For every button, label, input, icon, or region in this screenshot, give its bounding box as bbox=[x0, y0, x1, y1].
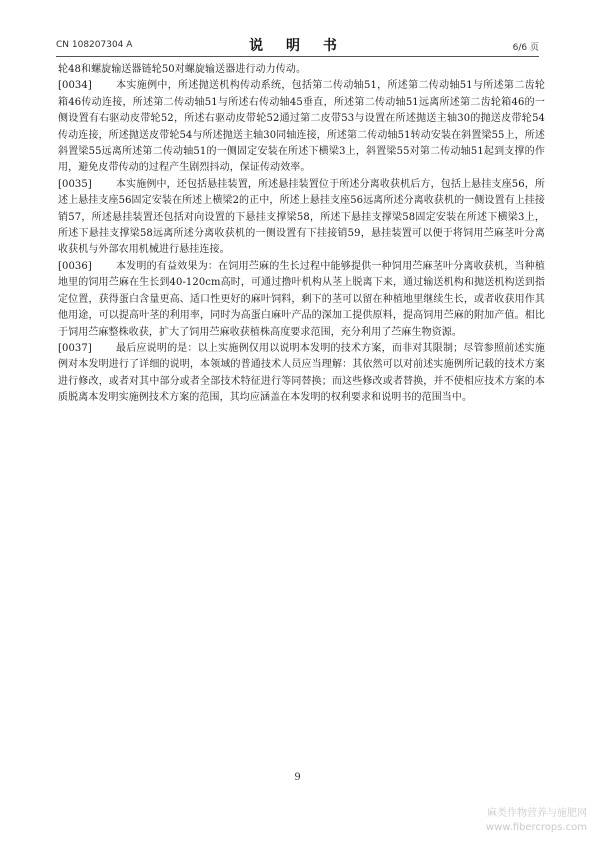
paragraph-text: 本发明的有益效果为：在饲用苎麻的生长过程中能够提供一种饲用苎麻茎叶分离收获机，当种植地里的饲用苎麻在生长到40-120cm高时，可通过撸叶机构从茎上脱离下来，通过输送机构和抛送机构送到指定位置，获得蛋白含量更高、适口性更好的麻叶饲料，剩下的茎可以留在种植地里继续生长，或者收获用作其他用途，可以提高叶茎的利用率，同时为高蛋白麻叶产品的深加工提供原料，提高饲用苎麻的附加产值。相比于饲用苎麻整株收获，扩大了饲用苎麻收获植株高度要求范围，充分利用了苎麻生物资源。 bbox=[58, 260, 545, 338]
paragraph-0035 bbox=[58, 177, 545, 259]
page-header bbox=[56, 33, 539, 53]
paragraph-continuation bbox=[58, 62, 545, 78]
paragraph-text: 本实施例中，还包括悬挂装置，所述悬挂装置位于所述分离收获机后方，包括上悬挂支座56，所述上悬挂支座56固定安装在所述上横梁2的正中，所述上悬挂支座56远离所述分离收获机的一侧设置有上挂接销57，所述悬挂装置还包括对向设置的下悬挂支撑梁58，所述下悬挂支撑梁58固定安装在所述下横梁3上，所述下悬挂支撑梁58远离所述分离收获机的一侧设置有下挂接销59，悬挂装置可以便于将饲用苎麻茎叶分离收获机与外部农用机械进行悬挂连接。 bbox=[58, 178, 545, 256]
paragraph-number: [0035] bbox=[58, 178, 92, 190]
publication-number: CN 108207304 A bbox=[56, 40, 133, 50]
paragraph-text: 最后应说明的是：以上实施例仅用以说明本发明的技术方案，而非对其限制；尽管参照前述实施例对本发明进行了详细的说明，本领域的普通技术人员应当理解：其依然可以对前述实施例所记载的技术方案进行修改，或者对其中部分或者全部技术特征进行等同替换；而这些修改或者替换，并不使相应技术方案的本质脱离本发明实施例技术方案的范围，其均应涵盖在本发明的权利要求和说明书的范围当中。 bbox=[58, 342, 545, 404]
paragraph-0034 bbox=[58, 78, 545, 176]
watermark-line-1: 麻类作物营养与施肥网 bbox=[487, 808, 587, 819]
page-count: 6/6 页 bbox=[512, 43, 539, 53]
document-body bbox=[58, 62, 545, 407]
paragraph-0037 bbox=[58, 341, 545, 407]
page-number: 9 bbox=[294, 772, 301, 783]
watermark-line-2: www.fibercrops.com bbox=[485, 822, 587, 833]
header-rule bbox=[56, 56, 539, 57]
paragraph-0036 bbox=[58, 259, 545, 341]
paragraph-number: [0037] bbox=[58, 342, 92, 354]
document-title: 说 明 书 bbox=[249, 38, 346, 54]
paragraph-text: 本实施例中，所述抛送机构传动系统，包括第二传动轴51，所述第二传动轴51与所述第二齿轮箱46传动连接，所述第二传动轴51与所述右传动轴45垂直，所述第二传动轴51远离所述第二齿轮箱46的一侧设置有右驱动皮带轮52，所述右驱动皮带轮52通过第二皮带53与设置在所述抛送主轴30的抛送皮带轮54传动连接，所述抛送皮带轮54与所述抛送主轴30同轴连接，所述第二传动轴51转动安装在斜置梁55上，所述斜置梁55远离所述第二传动轴51的一侧固定安装在所述下横梁3上，斜置梁55对第二传动轴51起到支撑的作用，避免皮带传动的过程产生剧烈抖动，保证传动效率。 bbox=[58, 80, 545, 174]
paragraph-text: 轮48和螺旋输送器链轮50对螺旋输送器进行动力传动。 bbox=[58, 64, 307, 75]
watermark bbox=[427, 807, 587, 837]
paragraph-number: [0036] bbox=[58, 260, 92, 272]
paragraph-number: [0034] bbox=[58, 80, 92, 92]
